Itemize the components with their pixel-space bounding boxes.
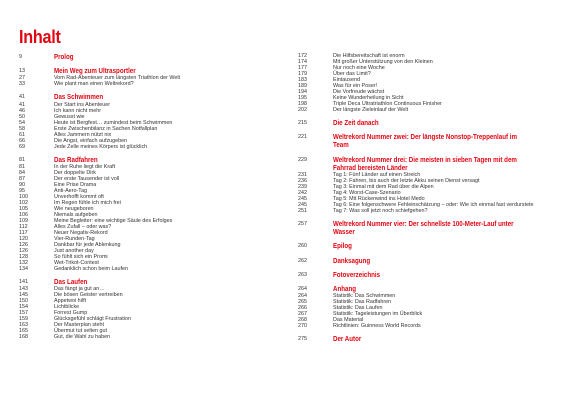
toc-entry-text: Der doppelte Dirk (54, 169, 96, 176)
toc-right-column (298, 53, 550, 343)
toc-left-column (19, 53, 274, 340)
toc-entry-text: Wie neugeboren (54, 205, 94, 212)
toc-entry-text: Vom Rad-Abenteuer zum längsten Triathlon der Welt (54, 75, 181, 82)
toc-page-number: 41 (19, 101, 25, 108)
toc-entry-text: Mit großer Unterstützung von den Kleinen (333, 59, 433, 65)
toc-entry-text: Forrest Gump (54, 310, 88, 317)
toc-entry-text: Gut, die Wahl zu haben (54, 334, 111, 341)
toc-heading-text: Prolog (54, 52, 74, 61)
toc-entry-text: Alles Jammern nützt nix (54, 131, 112, 138)
toc-page-number: 41 (19, 94, 25, 101)
toc-page-number: 251 (298, 208, 307, 215)
toc-entry-text: Wie plant man einen Weltrekord? (54, 81, 134, 88)
toc-section-heading[interactable] (298, 119, 550, 127)
toc-entry-text: Heute ist Bergfest… zumindest beim Schwimmen (54, 119, 173, 126)
toc-page-number: 46 (19, 107, 25, 114)
toc-entry-text: In der Ruhe liegt die Kraft (54, 163, 116, 170)
toc-heading-text: Epilog (333, 241, 352, 251)
toc-page-number: 168 (19, 334, 28, 341)
toc-entry-text: Eintausend (333, 77, 360, 83)
toc-page-number: 145 (19, 292, 28, 299)
toc-entry-text: Die Hilfsbereitschaft ist enorm (333, 53, 405, 59)
toc-page-number: 13 (19, 68, 25, 75)
toc-section-heading[interactable] (298, 220, 550, 236)
toc-entry-text: Alles Zufall – oder was? (54, 223, 112, 230)
toc-entry-text: Der erste Tausender ist voll (54, 175, 120, 182)
toc-entry[interactable] (19, 81, 274, 87)
toc-page-number: 141 (19, 278, 28, 285)
toc-page-number: 195 (298, 95, 307, 101)
toc-section-heading[interactable] (298, 156, 550, 172)
toc-section-heading[interactable] (298, 133, 550, 149)
toc-page-number: 81 (19, 156, 25, 163)
toc-page-number: 245 (298, 202, 307, 209)
toc-page-number: 150 (19, 298, 28, 305)
toc-entry-text: Tag 6: Eine folgenschwere Fehleinschätzung – oder: Wie ich einmal fast verdurstete (333, 202, 534, 209)
toc-entry-text: Übermut tut selten gut (54, 328, 108, 335)
toc-page-number: 159 (19, 316, 28, 323)
toc-page-number: 189 (298, 83, 307, 89)
toc-entry-text: Statistik: Das Laufen (333, 305, 383, 312)
toc-entry-text: Die Angst, einfach aufzugeben (54, 137, 128, 144)
toc-entry-text: Unverhofft kommt oft (54, 193, 104, 200)
toc-page-number: 106 (19, 211, 28, 218)
toc-page-number: 102 (19, 199, 28, 206)
toc-section-heading[interactable] (19, 67, 274, 75)
toc-section-heading[interactable] (298, 285, 550, 293)
toc-entry-text: Triple Deca Ultratriathlon Continuous Finisher (333, 101, 442, 107)
toc-entry-text: Tag 2: Fahren, bis auch der letzte Akku seinen Dienst versagt (333, 178, 480, 185)
toc-page-number: 236 (298, 178, 307, 185)
toc-page-number: 61 (19, 131, 25, 138)
toc-entry-text: Lichtblicke (54, 304, 80, 311)
toc-page-number: 174 (298, 59, 307, 65)
toc-section-heading[interactable] (19, 156, 274, 164)
toc-section-heading[interactable] (19, 278, 274, 286)
toc-section-heading[interactable] (19, 93, 274, 101)
toc-heading-text: Das Laufen (54, 276, 88, 286)
toc-entry-text: Keine Wunderheilung in Sicht (333, 95, 404, 101)
toc-entry-text: Statistik: Das Schwimmen (333, 293, 396, 300)
toc-entry-text: Statistik: Das Radfahren (333, 299, 392, 306)
toc-entry-text: Das Material (333, 317, 364, 324)
toc-page-number: 267 (298, 311, 307, 318)
toc-page-number: 221 (298, 134, 307, 141)
toc-entry-text: Meine Begleiter: eine wichtige Säule des Erfolges (54, 217, 173, 224)
toc-entry-text: Glücksgefühl schlägt Frustration (54, 316, 132, 323)
toc-entry-text: Tag 3: Einmal mit dem Rad über die Alpen (333, 184, 434, 191)
toc-heading-text: Mein Weg zum Ultrasportler (54, 66, 136, 76)
toc-page-number: 54 (19, 119, 25, 126)
toc-page-number: 266 (298, 305, 307, 312)
toc-page-number: 242 (298, 190, 307, 197)
toc-entry-text: Wet-Trikot-Contest (54, 259, 99, 266)
toc-entry-text: Tag 1: Fünf Länder auf einen Streich (333, 172, 421, 179)
toc-page-number: 50 (19, 113, 25, 120)
toc-section-heading[interactable] (19, 53, 274, 61)
toc-page-number: 120 (19, 235, 28, 242)
toc-entry-text: Der längste Zieleinlauf der Welt (333, 107, 409, 113)
toc-page-number: 163 (19, 322, 28, 329)
toc-heading-text: Das Radfahren (54, 154, 98, 164)
toc-entry-text: Tag 5: Mit Rückenwind ins Hotel Medo (333, 196, 425, 203)
toc-entry-text: Eine Prise Drama (54, 181, 97, 188)
toc-page-number: 126 (19, 247, 28, 254)
toc-section-heading[interactable] (298, 271, 550, 279)
toc-page-number: 58 (19, 125, 25, 132)
toc-entry-text: Dankbar für jede Ablenkung (54, 241, 121, 248)
toc-page-number: 27 (19, 75, 25, 82)
toc-entry-text: Der Start ins Abenteuer (54, 101, 111, 108)
toc-entry-text: Tag 4: Worst-Case-Szenario (333, 190, 401, 197)
toc-page-number: 9 (19, 54, 22, 60)
toc-page-number: 95 (19, 187, 25, 194)
toc-page-number: 239 (298, 184, 307, 191)
toc-page-number: 105 (19, 205, 28, 212)
toc-page-number: 132 (19, 259, 28, 266)
toc-entry-text: Jede Zelle meines Körpers ist glücklich (54, 143, 148, 150)
toc-page-number: 264 (298, 286, 307, 293)
toc-page-number: 143 (19, 286, 28, 293)
toc-entry-text: Was für ein Poser! (333, 83, 378, 89)
toc-entry-text: Niemals aufgeben (54, 211, 98, 218)
toc-heading-text: Weltrekord Nummer zwei: Der längste Nonstop-Treppenlauf im Team (333, 132, 517, 150)
toc-page-number: 154 (19, 304, 28, 311)
toc-heading-text: Anhang (333, 284, 357, 294)
toc-page-number: 100 (19, 193, 28, 200)
toc-entry-text: Ich kann nicht mehr (54, 107, 102, 114)
toc-entry[interactable] (298, 323, 550, 329)
toc-page-number: 202 (298, 107, 307, 113)
toc-section-heading[interactable] (298, 257, 550, 265)
toc-heading-text: Weltrekord Nummer vier: Der schnellste 100-Meter-Lauf unter Wasser (333, 219, 514, 237)
toc-page-number: 109 (19, 217, 28, 224)
toc-entry-text: Vier-Runden-Tag (54, 235, 95, 242)
toc-page-number: 84 (19, 169, 25, 176)
toc-page-number: 198 (298, 101, 307, 107)
toc-entry-text: So fühlt sich ein Promi (54, 253, 108, 260)
toc-page-number: 112 (19, 223, 28, 230)
toc-page-number: 177 (298, 65, 307, 71)
toc-entry-text: Die bösen Geister vertreiben (54, 292, 123, 299)
toc-entry-text: Just another day (54, 247, 94, 254)
toc-page-number: 87 (19, 175, 25, 182)
toc-entry[interactable] (298, 107, 550, 113)
toc-page-number: 231 (298, 172, 307, 179)
toc-page-number: 265 (298, 299, 307, 306)
toc-entry-text: Erste Zwischenbilanz in Sachen Notfallplan (54, 125, 158, 132)
toc-entry-text: Statistik: Tageleistungen im Überblick (333, 311, 423, 318)
toc-entry-text: Das fängt ja gut an… (54, 286, 105, 293)
toc-entry[interactable] (19, 334, 274, 340)
toc-entry[interactable] (19, 144, 274, 150)
toc-entry-text: Richtlinien: Guinness World Records (333, 323, 421, 330)
toc-page-number: 33 (19, 81, 25, 88)
toc-entry-text: Der Masterplan steht (54, 322, 105, 329)
toc-entry-text: Tag 7: Was soll jetzt noch schiefgehen? (333, 208, 428, 215)
toc-entry-text: Gedanklich schon beim Laufen (54, 265, 129, 272)
toc-entry[interactable] (19, 266, 274, 272)
toc-entry-text: Appetwoi hilft (54, 298, 87, 305)
toc-page-number: 172 (298, 53, 307, 59)
toc-page-number: 229 (298, 156, 307, 163)
toc-page-number: 257 (298, 221, 307, 228)
toc-page-number: 90 (19, 181, 25, 188)
toc-entry-text: Über das Limit? (333, 71, 371, 77)
toc-entry[interactable] (298, 208, 550, 214)
toc-page-number: 165 (19, 328, 28, 335)
toc-entry-text: Die Vorfreude wächst (333, 89, 385, 95)
toc-page-number: 66 (19, 137, 25, 144)
toc-page-number: 260 (298, 243, 307, 250)
toc-heading-text: Das Schwimmen (54, 92, 104, 102)
toc-page-number: 157 (19, 310, 28, 317)
toc-page-number: 128 (19, 253, 28, 260)
toc-page-number: 245 (298, 196, 307, 203)
toc-entry-text: Neuer Negativ-Rekord (54, 229, 108, 236)
toc-entry-text: Im Regen fühle ich mich frei (54, 199, 121, 206)
toc-entry-text: Anti-Aero-Tag (54, 187, 87, 194)
toc-page-number: 69 (19, 143, 25, 150)
toc-page-number: 263 (298, 271, 307, 278)
toc-page-number: 275 (298, 336, 307, 343)
toc-page-number: 270 (298, 323, 307, 330)
toc-page-number: 134 (19, 265, 28, 272)
toc-page-number: 194 (298, 89, 307, 95)
toc-heading-text: Die Zeit danach (333, 118, 379, 127)
toc-heading-text: Weltrekord Nummer drei: Die meisten in sieben Tagen mit dem Fahrrad bereisten Länder (333, 154, 517, 172)
toc-heading-text: Der Autor (333, 334, 362, 344)
toc-page-number: 81 (19, 163, 25, 170)
toc-heading-text: Danksagung (333, 255, 371, 265)
page-title: Inhalt (19, 27, 61, 47)
toc-section-heading[interactable] (298, 335, 550, 343)
toc-page-number: 264 (298, 293, 307, 300)
toc-page-number: 179 (298, 71, 307, 77)
toc-page-number: 183 (298, 77, 307, 83)
toc-section-heading[interactable] (298, 242, 550, 250)
toc-page-number: 215 (298, 120, 307, 126)
toc-page-number: 117 (19, 229, 28, 236)
toc-entry-text: Nur noch eine Woche (333, 65, 385, 71)
toc-heading-text: Fotoverzeichnis (333, 269, 381, 279)
toc-page-number: 268 (298, 317, 307, 324)
toc-page-number: 262 (298, 257, 307, 264)
toc-page-number: 126 (19, 241, 28, 248)
toc-entry-text: Gewusst wie (54, 113, 85, 120)
